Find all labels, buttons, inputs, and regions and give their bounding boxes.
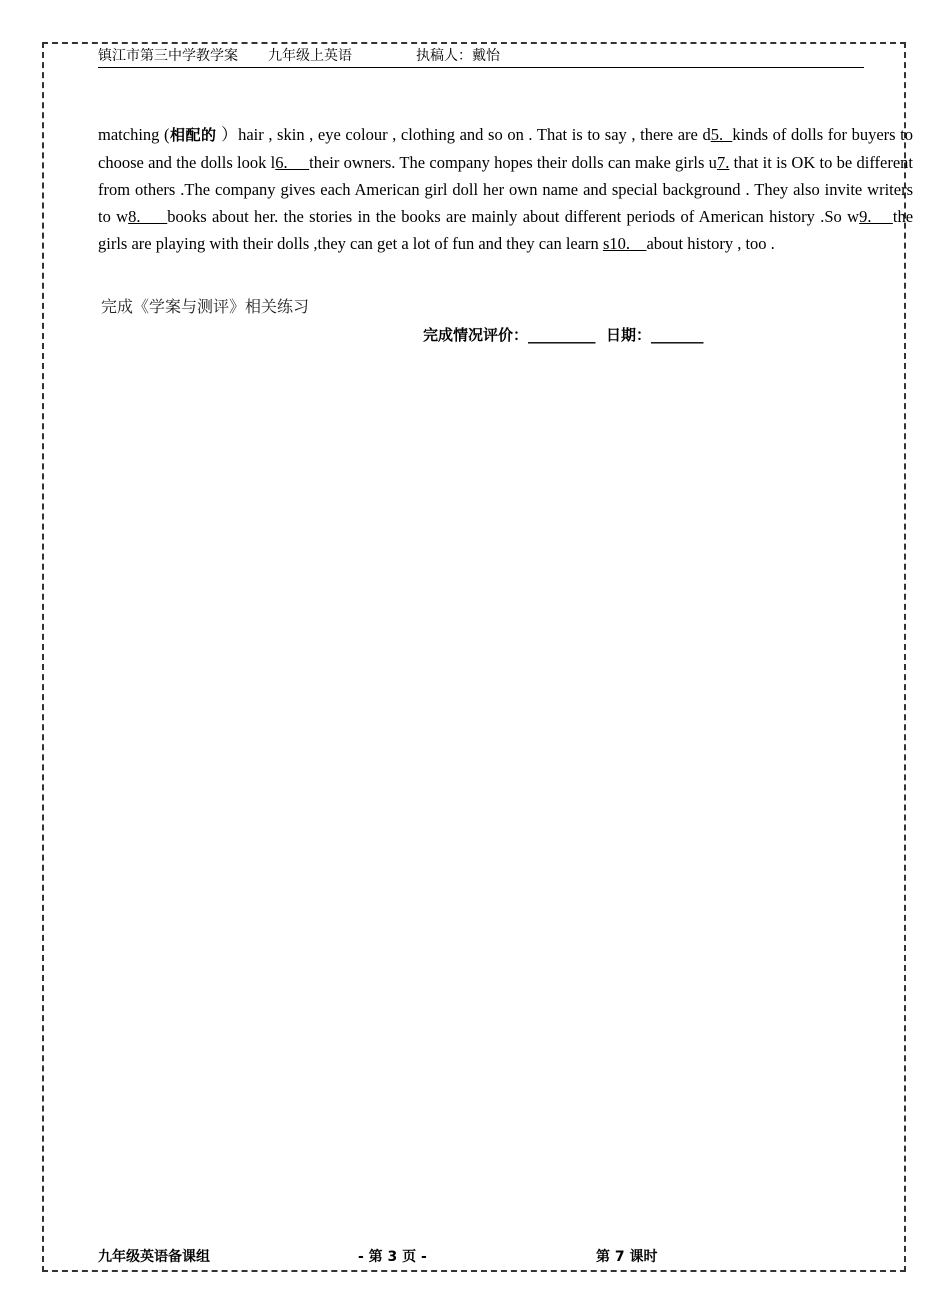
blank-5: 5.: [710, 125, 733, 144]
evaluation-line: 完成情况评价：_________ 日期：_______: [423, 326, 704, 344]
task-instruction: 完成《学案与测评》相关练习: [101, 299, 310, 316]
blank-9: 9.: [859, 207, 893, 226]
footer-lesson: 第 7 课时: [596, 1249, 658, 1265]
passage-text: about history , too .: [646, 234, 775, 253]
passage-text: matching (: [98, 125, 170, 144]
blank-8: 8.: [128, 207, 168, 226]
passage-text: their owners. The company hopes their dolls can make girls u: [309, 153, 717, 172]
footer-page-number: - 第 3 页 -: [358, 1249, 427, 1265]
author: 执稿人：戴怡: [416, 49, 500, 64]
blank-7: 7.: [716, 153, 730, 172]
page-header: [98, 47, 864, 68]
passage-text: books about her. the stories in the books are mainly about different periods of American history .So w: [167, 207, 860, 226]
grade-subject: 九年级上英语: [268, 49, 352, 64]
passage-text-bold: 相配的: [169, 126, 217, 144]
passage-text: that it is OK to be different from others .The company gives each American girl doll her own name and special background . They also invite writers to w: [98, 153, 914, 226]
passage-text: the girls are playing with their dolls ,they can get a lot of fun and they can learn: [98, 207, 914, 253]
passage-text: kinds of dolls for buyers to choose and the dolls look l: [98, 125, 914, 172]
passage-text: ）hair , skin , eye colour , clothing and so on . That is to say , there are d: [216, 125, 711, 144]
school-name: 镇江市第三中学教学案: [98, 49, 238, 64]
blank-10: s10.: [602, 234, 647, 253]
reading-passage: [98, 121, 913, 257]
blank-6: 6.: [275, 153, 310, 172]
footer-group: 九年级英语备课组: [98, 1249, 210, 1265]
